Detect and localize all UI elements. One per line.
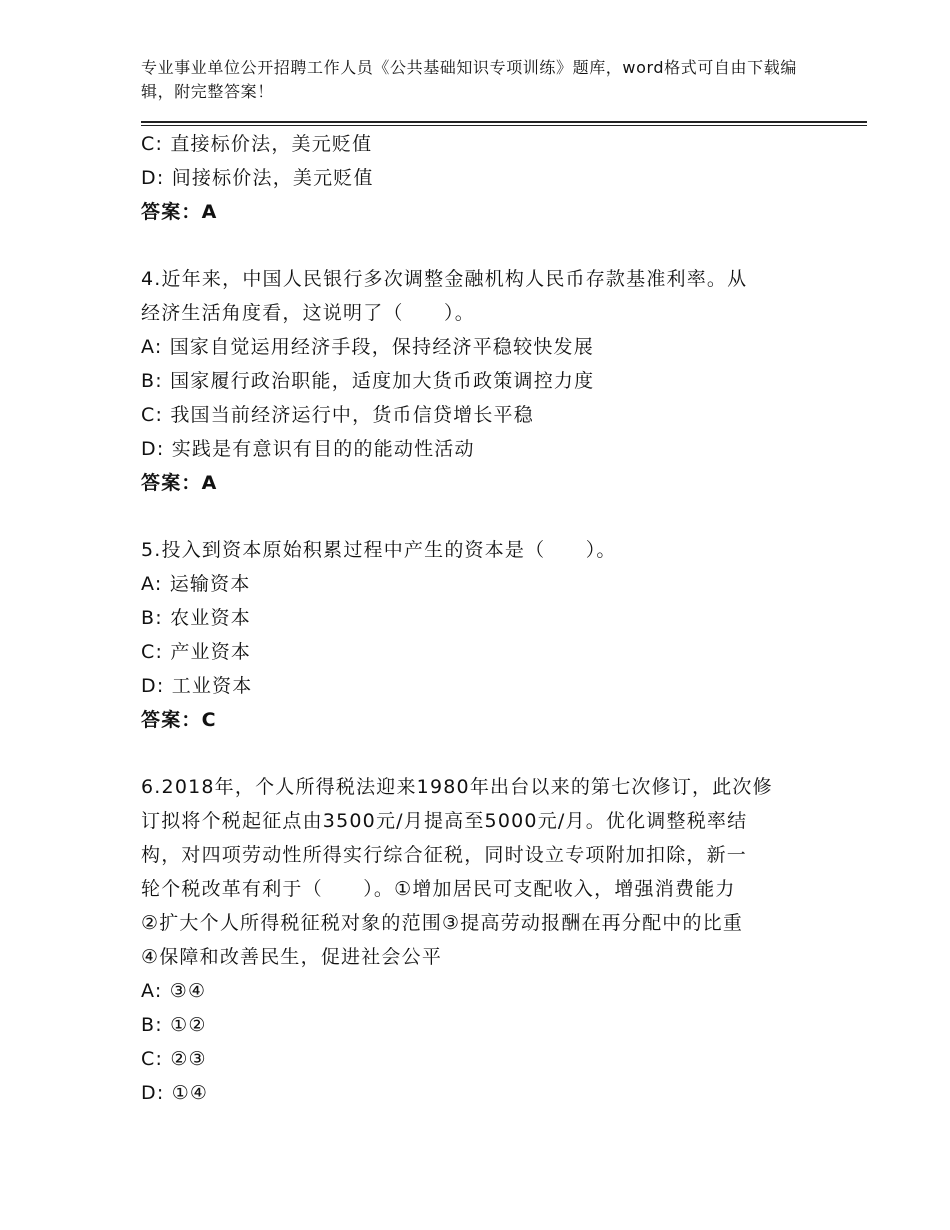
header-rule-thin (141, 125, 867, 126)
question-content (141, 127, 821, 1110)
option-c: C: 产业资本 (141, 641, 252, 663)
page-header: 专业事业单位公开招聘工作人员《公共基础知识专项训练》题库，word格式可自由下载编辑，附完整答案！ (141, 58, 797, 101)
answer-line: 答案：A (141, 472, 218, 494)
question-stem: 构，对四项劳动性所得实行综合征税，同时设立专项附加扣除，新一 (141, 844, 748, 866)
option-d: D: 实践是有意识有目的的能动性活动 (141, 438, 475, 460)
option-b: B: 农业资本 (141, 607, 251, 629)
header-rule-thick (141, 121, 867, 123)
question-stem: ②扩大个人所得税征税对象的范围③提高劳动报酬在再分配中的比重 (141, 912, 744, 934)
question-5 (141, 533, 821, 737)
question-stem: 4.近年来，中国人民银行多次调整金融机构人民币存款基准利率。从 (141, 268, 748, 290)
option-d: D: 工业资本 (141, 675, 253, 697)
option-c: C: 我国当前经济运行中，货币信贷增长平稳 (141, 404, 534, 426)
option-c: C: 直接标价法，美元贬值 (141, 133, 373, 155)
previous-question-options (141, 127, 821, 229)
answer-line: 答案：A (141, 201, 218, 223)
option-b: B: ①② (141, 1014, 207, 1036)
option-d: D: ①④ (141, 1082, 209, 1104)
question-stem: 轮个税改革有利于（ ）。①增加居民可支配收入，增强消费能力 (141, 878, 736, 900)
option-a: A: ③④ (141, 980, 207, 1002)
option-a: A: 运输资本 (141, 573, 251, 595)
option-b: B: 国家履行政治职能，适度加大货币政策调控力度 (141, 370, 595, 392)
answer-line: 答案：C (141, 709, 217, 731)
question-stem: 订拟将个税起征点由3500元/月提高至5000元/月。优化调整税率结 (141, 810, 748, 832)
question-4 (141, 262, 821, 500)
question-stem: ④保障和改善民生，促进社会公平 (141, 946, 443, 968)
question-6 (141, 770, 821, 1110)
question-stem: 5.投入到资本原始积累过程中产生的资本是（ ）。 (141, 539, 617, 561)
option-c: C: ②③ (141, 1048, 207, 1070)
option-a: A: 国家自觉运用经济手段，保持经济平稳较快发展 (141, 336, 594, 358)
question-stem: 经济生活角度看，这说明了（ ）。 (141, 302, 475, 324)
option-d: D: 间接标价法，美元贬值 (141, 167, 374, 189)
question-stem: 6.2018年，个人所得税法迎来1980年出台以来的第七次修订，此次修 (141, 776, 773, 798)
